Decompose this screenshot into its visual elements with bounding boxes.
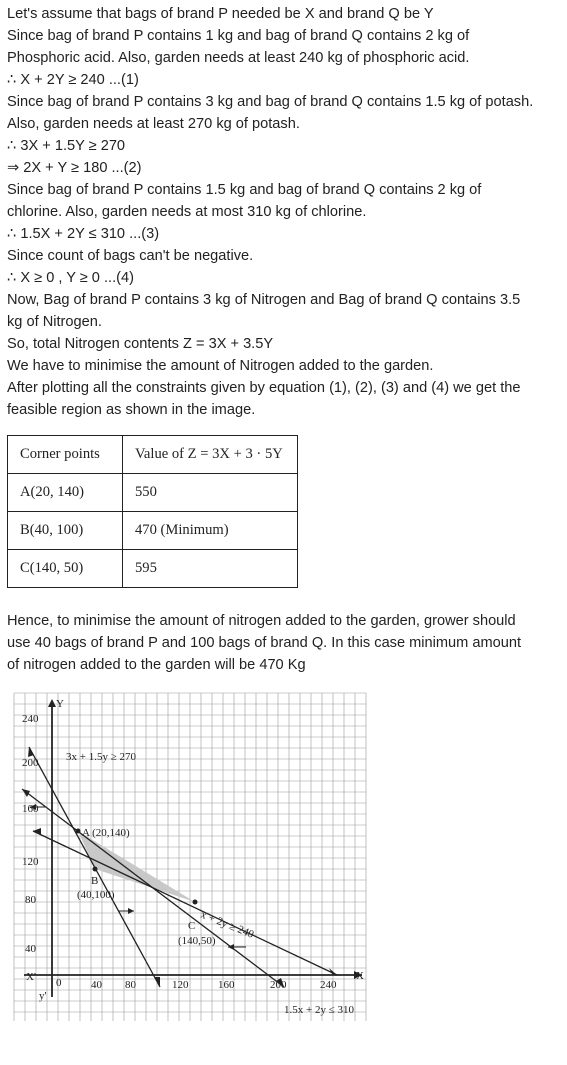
x-tick-label: 40: [91, 979, 102, 991]
text-line: Now, Bag of brand P contains 3 kg of Nitrogen and Bag of brand Q contains 3.5: [7, 292, 521, 308]
table-cell-point: A(20, 140): [8, 474, 123, 512]
x-axis-neg-label: X': [26, 971, 36, 983]
point-a-label: A (20,140): [82, 827, 130, 839]
text-line: Since count of bags can't be negative.: [7, 248, 254, 264]
text-line: We have to minimise the amount of Nitrogen added to the garden.: [7, 358, 434, 374]
text-line: ∴ 1.5X + 2Y ≤ 310 ...(3): [7, 226, 160, 242]
table-header-value-z: Value of Z = 3X + 3 · 5Y: [123, 436, 298, 474]
x-tick-label: 240: [320, 979, 337, 991]
y-tick-label: 80: [25, 894, 36, 906]
solution-text: [7, 3, 563, 421]
conclusion-line: use 40 bags of brand P and 100 bags of brand Q. In this case minimum amount: [7, 635, 522, 651]
y-tick-label: 160: [22, 803, 39, 815]
table-cell-value: 595: [123, 550, 298, 588]
graph-grid: [14, 693, 366, 1021]
table-cell-point: B(40, 100): [8, 512, 123, 550]
arrow-phos-left: [33, 828, 41, 835]
point-c-label: C: [188, 920, 196, 932]
origin-label: 0: [56, 977, 62, 989]
text-line: Since bag of brand P contains 3 kg and bag of brand Q contains 1.5 kg of potash.: [7, 94, 534, 110]
y-axis-arrow: [48, 699, 56, 707]
conclusion-line: Hence, to minimise the amount of nitrogen added to the garden, grower should: [7, 613, 516, 629]
table-cell-value: 470 (Minimum): [123, 512, 298, 550]
x-tick-label: 200: [270, 979, 287, 991]
conclusion-line: of nitrogen added to the garden will be 470 Kg: [7, 657, 306, 673]
line-phosphoric: [33, 831, 337, 975]
text-line: feasible region as shown in the image.: [7, 402, 256, 418]
point-c-dot: [193, 900, 198, 905]
conclusion-text: [7, 610, 563, 676]
text-line: ∴ X ≥ 0 , Y ≥ 0 ...(4): [7, 270, 134, 286]
point-b-dot: [93, 867, 98, 872]
text-line: So, total Nitrogen contents Z = 3X + 3.5Y: [7, 336, 274, 352]
y-tick-label: 40: [25, 943, 36, 955]
solution-document: [7, 0, 563, 676]
table-cell-point: C(140, 50): [8, 550, 123, 588]
y-axis-neg-label: y': [39, 990, 47, 1002]
x-tick-label: 80: [125, 979, 136, 991]
table-cell-value: 550: [123, 474, 298, 512]
point-b-label: B: [91, 875, 99, 887]
table-header-corner-points: Corner points: [8, 436, 123, 474]
potash-line-label: 3x + 1.5y ≥ 270: [66, 751, 136, 763]
y-axis-label: Y: [56, 698, 64, 710]
feasible-region-graph: [0, 685, 567, 1030]
x-tick-label: 160: [218, 979, 235, 991]
text-line: Also, garden needs at least 270 kg of potash.: [7, 116, 300, 132]
y-tick-label: 200: [22, 757, 39, 769]
text-line: After plotting all the constraints given by equation (1), (2), (3) and (4) we get the: [7, 380, 521, 396]
y-tick-label: 120: [22, 856, 39, 868]
point-b-coords: (40,100): [77, 889, 115, 901]
text-line: Since bag of brand P contains 1.5 kg and bag of brand Q contains 2 kg of: [7, 182, 482, 198]
table-row: [8, 474, 298, 512]
text-line: ⇒ 2X + Y ≥ 180 ...(2): [7, 160, 142, 176]
point-a-dot: [76, 829, 81, 834]
table-header-row: [8, 436, 298, 474]
table-row: [8, 550, 298, 588]
phosphoric-line-label: x + 2y ≥ 240: [198, 908, 256, 941]
corner-points-table: [7, 435, 298, 588]
point-c-coords: (140,50): [178, 935, 216, 947]
text-line: Phosphoric acid. Also, garden needs at least 240 kg of phosphoric acid.: [7, 50, 470, 66]
chlorine-line-label: 1.5x + 2y ≤ 310: [284, 1004, 354, 1016]
table-row: [8, 512, 298, 550]
y-tick-label: 240: [22, 713, 39, 725]
text-line: chlorine. Also, garden needs at most 310 kg of chlorine.: [7, 204, 367, 220]
arrow-chlorine-up: [22, 789, 30, 797]
text-line: Since bag of brand P contains 1 kg and bag of brand Q contains 2 kg of: [7, 28, 470, 44]
text-line: Let's assume that bags of brand P needed be X and brand Q be Y: [7, 6, 434, 22]
text-line: kg of Nitrogen.: [7, 314, 102, 330]
x-tick-label: 120: [172, 979, 189, 991]
text-line: ∴ X + 2Y ≥ 240 ...(1): [7, 72, 139, 88]
x-axis-label: X: [356, 970, 364, 982]
text-line: ∴ 3X + 1.5Y ≥ 270: [7, 138, 126, 154]
